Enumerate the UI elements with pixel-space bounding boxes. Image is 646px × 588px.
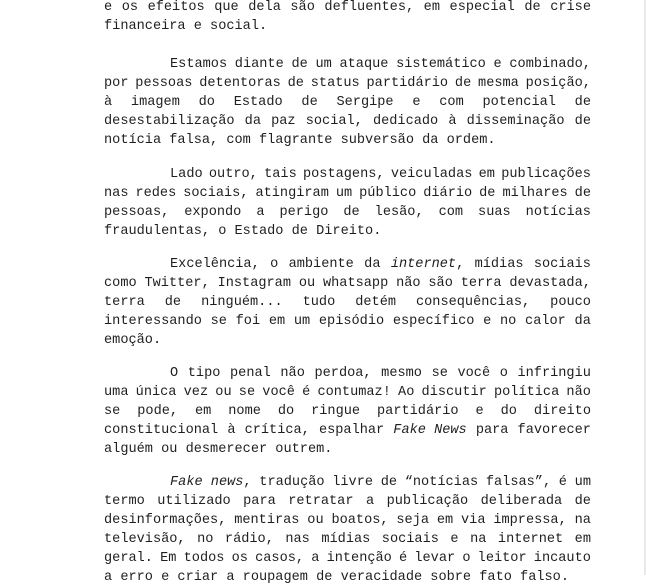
word: de	[301, 95, 318, 110]
word: com	[439, 95, 464, 110]
word: ringue	[311, 404, 361, 419]
word: Instagram	[217, 276, 291, 291]
word: seja	[396, 513, 430, 528]
word: falsas”,	[485, 475, 552, 490]
word: tudo	[302, 295, 336, 310]
word: pode,	[137, 404, 179, 419]
word: é	[399, 551, 408, 566]
word: internet,	[390, 257, 465, 272]
word: por	[104, 76, 129, 91]
word: Fake news,	[170, 475, 252, 490]
word: whatsapp	[322, 276, 389, 291]
word: o	[499, 366, 508, 381]
word: utilizado	[157, 494, 231, 509]
word: Em	[160, 551, 177, 566]
word: o	[270, 257, 279, 272]
word: mídias	[474, 257, 524, 272]
word: ou	[307, 513, 324, 528]
word: espalhar	[318, 423, 385, 438]
word: não	[566, 385, 591, 400]
word: livre	[332, 475, 374, 490]
word: específico	[392, 314, 475, 329]
word: única	[135, 385, 177, 400]
word: expondo	[184, 205, 242, 220]
word: de	[524, 0, 541, 15]
word: os	[231, 551, 248, 566]
word: um	[293, 314, 311, 329]
word: em	[574, 532, 591, 547]
word: milhares	[502, 186, 568, 201]
word: potencial	[482, 95, 556, 110]
word: de	[380, 475, 398, 490]
word: ambiente	[288, 257, 354, 272]
word: para	[243, 494, 276, 509]
word: episódio	[318, 314, 385, 329]
word: tradução	[259, 475, 325, 490]
word: de	[454, 76, 472, 91]
text-line	[104, 17, 591, 37]
word: se	[104, 404, 121, 419]
word: do	[500, 404, 517, 419]
text-line	[170, 473, 591, 493]
word: notícias	[525, 205, 591, 220]
word: dedicado	[372, 114, 439, 129]
word: O	[170, 366, 179, 381]
word: ninguém...	[201, 295, 283, 310]
word: publicações	[501, 167, 591, 182]
word: não	[396, 276, 421, 291]
word: tais	[264, 167, 297, 182]
word: todos	[183, 551, 225, 566]
word: especial	[449, 0, 515, 15]
word: suas	[478, 205, 511, 220]
word: como	[104, 276, 137, 291]
word: da	[364, 257, 381, 272]
word: de	[574, 114, 591, 129]
word: detém	[355, 295, 397, 310]
word: na	[574, 513, 591, 528]
word: paz	[271, 114, 296, 129]
text-line	[104, 440, 591, 460]
word: você	[262, 385, 295, 400]
word: o	[462, 551, 471, 566]
word: intenção	[326, 551, 392, 566]
word: direito	[533, 404, 591, 419]
word: penal	[230, 366, 271, 381]
word: um	[315, 57, 332, 72]
word: à	[104, 95, 113, 110]
text-line	[170, 55, 591, 75]
word: efeitos	[147, 0, 205, 15]
word: mesma	[478, 76, 519, 91]
word: nas	[104, 186, 129, 201]
word: sociais	[381, 532, 439, 547]
word: é	[302, 385, 311, 400]
word: à	[448, 114, 457, 129]
word: um	[574, 475, 591, 490]
word: pessoas	[135, 76, 193, 91]
word: dela	[248, 0, 281, 15]
word: crise	[550, 0, 591, 15]
text-line	[104, 383, 591, 403]
word: interessando	[104, 314, 202, 329]
word: alguém ou desmerecer outrem.	[104, 442, 333, 457]
word: via	[461, 513, 486, 528]
text-line	[104, 131, 591, 151]
word: é	[558, 475, 567, 490]
word: deliberada	[480, 494, 563, 509]
word: de	[574, 186, 591, 201]
word: diante	[234, 57, 284, 72]
word: contumaz!	[317, 385, 391, 400]
word: a	[311, 551, 320, 566]
word: publicação	[386, 494, 469, 509]
word: lesão,	[374, 205, 424, 220]
text-line	[170, 255, 591, 275]
word: em	[436, 513, 454, 528]
word: postagens,	[302, 167, 385, 182]
word: e	[104, 0, 113, 15]
word: de	[574, 95, 591, 110]
word: ou	[215, 385, 232, 400]
text-line	[104, 74, 591, 94]
word: Twitter,	[144, 276, 210, 291]
text-line	[104, 184, 591, 204]
word: favorecer	[517, 423, 591, 438]
word: e	[483, 314, 492, 329]
word: mesmo	[381, 366, 422, 381]
word: os	[121, 0, 139, 15]
word: Sergipe	[336, 95, 394, 110]
word: em	[478, 167, 495, 182]
word: para	[475, 423, 509, 438]
word: no	[197, 532, 214, 547]
text-line	[104, 274, 591, 294]
word: atingiram	[255, 186, 329, 201]
text-line	[104, 331, 591, 351]
text-line	[104, 293, 591, 313]
text-line	[104, 402, 591, 422]
word: levar	[414, 551, 456, 566]
word: mídias	[321, 532, 371, 547]
word: geral.	[104, 551, 153, 566]
word: são	[428, 276, 453, 291]
word: e	[493, 57, 502, 72]
word: financeira e social.	[104, 19, 268, 34]
word: status	[310, 76, 360, 91]
word: disseminação	[466, 114, 565, 129]
word: partidário	[377, 404, 459, 419]
word: em	[423, 0, 440, 15]
word: em	[268, 314, 286, 329]
word: nas	[285, 532, 310, 547]
word: desinformações,	[104, 513, 227, 528]
word: calor	[525, 314, 566, 329]
word: termo	[104, 494, 145, 509]
word: terra	[104, 295, 145, 310]
word: ou	[298, 276, 316, 291]
word: uma	[104, 385, 129, 400]
text-line	[104, 568, 591, 588]
word: e	[475, 404, 484, 419]
word: outro,	[208, 167, 258, 182]
word: boatos,	[331, 513, 389, 528]
word: pouco	[550, 295, 591, 310]
word: do	[277, 404, 295, 419]
word: retratar	[288, 494, 354, 509]
word: vez	[183, 385, 209, 400]
word: se	[238, 385, 256, 400]
word: Excelência,	[170, 257, 260, 272]
word: sociais,	[183, 186, 249, 201]
word: posição,	[525, 76, 591, 91]
word: Fake News	[393, 423, 467, 438]
word: consequências,	[415, 295, 531, 310]
text-line	[104, 222, 591, 242]
word: infringiu	[517, 366, 591, 381]
word: à	[227, 423, 236, 438]
word: social,	[305, 114, 363, 129]
word: de	[287, 76, 304, 91]
word: redes	[135, 186, 177, 201]
word: Lado	[170, 167, 203, 182]
word: televisão,	[104, 532, 186, 547]
word: e	[412, 95, 421, 110]
word: rádio,	[224, 532, 274, 547]
word: não	[280, 366, 305, 381]
word: casos,	[255, 551, 305, 566]
text-line	[104, 93, 591, 113]
word: no	[500, 314, 517, 329]
word: do	[198, 95, 215, 110]
text-line	[104, 549, 591, 569]
word: da	[244, 114, 261, 129]
word: constitucional	[104, 423, 219, 438]
text-line	[104, 511, 591, 531]
text-line	[170, 364, 591, 384]
word: se	[210, 314, 227, 329]
word: foi	[235, 314, 261, 329]
word: a	[256, 205, 265, 220]
word: partidário	[366, 76, 449, 91]
word: diário	[423, 186, 473, 201]
word: crítica,	[244, 423, 310, 438]
word: sistemático	[396, 57, 486, 72]
word: incauto	[533, 551, 591, 566]
text-line	[104, 0, 591, 18]
word: impressa,	[493, 513, 567, 528]
word: fraudulentas, o Estado de Direito.	[104, 224, 382, 239]
word: mentiras	[234, 513, 300, 528]
word: de	[291, 57, 308, 72]
word: na	[470, 532, 487, 547]
word: que	[214, 0, 239, 15]
word: são	[290, 0, 315, 15]
word: Ao	[398, 385, 415, 400]
word: “notícias	[404, 475, 479, 490]
word: defluentes,	[324, 0, 415, 15]
word: perigo	[279, 205, 329, 220]
word: combinado,	[509, 57, 591, 72]
word: sociais	[533, 257, 591, 272]
word: em	[195, 404, 212, 419]
word: detentoras	[199, 76, 281, 91]
word: se	[431, 366, 448, 381]
word: nome	[228, 404, 261, 419]
word: de	[343, 205, 360, 220]
word: Estamos	[170, 57, 228, 72]
word: um	[335, 186, 353, 201]
word: devastada,	[509, 276, 591, 291]
word: notícia falsa, com flagrante subversão da ordem.	[104, 133, 496, 148]
word: pessoas,	[104, 205, 170, 220]
word: de	[479, 186, 496, 201]
word: a	[365, 494, 375, 509]
word: discutir	[421, 385, 487, 400]
word: da	[574, 314, 591, 329]
text-line	[104, 530, 591, 550]
word: você	[457, 366, 491, 381]
word: Estado	[233, 95, 283, 110]
word: emoção.	[104, 333, 162, 348]
word: tipo	[187, 366, 221, 381]
text-line	[170, 165, 591, 185]
word: veiculadas	[390, 167, 473, 182]
word: imagem	[130, 95, 180, 110]
text-line	[104, 312, 591, 332]
word: de	[164, 295, 182, 310]
word: ataque	[339, 57, 389, 72]
text-line	[104, 492, 591, 512]
word: leitor	[477, 551, 527, 566]
word: a erro e criar a roupagem de veracidade sobre fato falso.	[104, 570, 569, 585]
text-line	[104, 112, 591, 132]
word: terra	[460, 276, 502, 291]
word: desestabilização	[104, 114, 235, 129]
word: internet	[497, 532, 564, 547]
word: política	[493, 385, 560, 400]
word: perdoa,	[314, 366, 372, 381]
word: público	[359, 186, 417, 201]
word: de	[574, 494, 591, 509]
word: e	[450, 532, 459, 547]
text-line	[104, 203, 591, 223]
word: com	[438, 205, 464, 220]
text-line	[104, 421, 591, 441]
